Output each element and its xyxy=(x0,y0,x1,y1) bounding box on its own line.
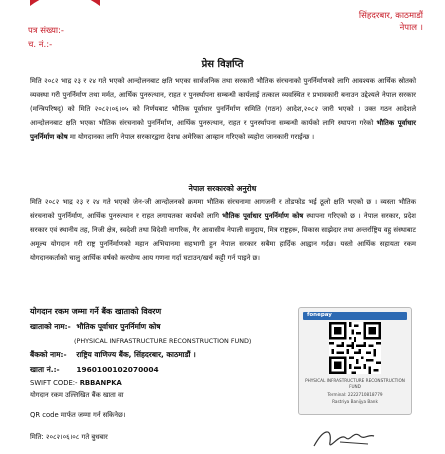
swift-row xyxy=(30,377,122,389)
qr-line-4: Rastriya Banijya Bank xyxy=(332,399,378,404)
subheading: नेपाल सरकारको अनुरोध xyxy=(188,184,257,193)
ref-no-label: पत्र संख्या:- xyxy=(28,26,65,36)
ch-no-label: च. नं.:- xyxy=(28,40,53,50)
account-name-row xyxy=(30,321,161,333)
bank-section-heading: योगदान रकम जम्मा गर्ने बैंक खाताको विवरण xyxy=(30,307,162,316)
bank-name-row xyxy=(30,349,196,361)
deposit-note-1: योगदान रकम उल्लिखित बैंक खाता वा xyxy=(30,391,124,399)
account-name-en: (PHYSICAL INFRASTRUCTURE RECONSTRUCTION FUND) xyxy=(74,337,252,345)
fonepay-banner xyxy=(303,312,407,320)
qr-line-1: PHYSICAL INFRASTRUCTURE RECONSTRUCTION xyxy=(305,378,405,383)
qr-code-icon[interactable] xyxy=(329,322,381,374)
paragraph-2-text-a: मिति २०८२ भाद्र २३ र २४ गते भएको जेन-जी आन्दोलनको क्रममा भौतिक संरचनामा आगजनी र तोडफोड भई ठूलो क्षति भएको छ । व्यस्ता भौतिक संरचनाको पुनर्निर्माण, आर्थिक पुनरुत्थान र राहत लगायतका कार्यको लागि xyxy=(30,198,416,220)
account-no-value: 1960100102070004 xyxy=(76,365,159,374)
fonepay-brand: fonepay xyxy=(307,312,332,318)
swift-value: RBBANPKA xyxy=(79,379,122,387)
deposit-note-2: QR code मार्फत जम्मा गर्न सकिनेछ। xyxy=(30,411,126,419)
country-label: नेपाल । xyxy=(399,23,423,33)
office-address: सिंहदरबार, काठमाडौं xyxy=(358,11,423,21)
government-emblem-icon xyxy=(30,0,100,6)
paragraph-1-text-a: मिति २०८२ भाद्र २३ र २४ गते भएको आन्दोलनबाट क्षति भएका सार्वजनिक तथा सरकारी भौतिक संरचनाको पुनर्निर्माणको लागि आवश्यक आर्थिक स्रोतको व्यवस्था गरी पुनर्निर्माण तथा मर्मत, आर्थिक पुनरुत्थान, राहत र पुनर्स्थापना सम्बन्धी कार्यलाई तत्काल व्यवस्थित र प्रभावकारी बनाउन उद्देश्यले नेपाल सरकार (मन्त्रिपरिषद्) को मिति २०८२।०६।०५ को निर्णयबाट भौतिक पूर्वाधार पुनर्निर्माण समिति (गठन) आदेश,२०८२ जारी भएको । उक्त गठन आदेशले आन्दोलनबाट क्षति भएका भौतिक संरचनाको पुनर्निर्माण, आर्थिक पुनरुत्थान, राहत र पुनर्स्थापना सम्बन्धी कार्यको लागि स्थापना गरेको xyxy=(30,77,416,127)
bank-name-label: बैंकको नाम:- xyxy=(30,350,67,359)
account-no-row xyxy=(30,364,159,376)
qr-line-2: FUND xyxy=(349,384,361,389)
paragraph-2-text-b: स्थापना गरिएको छ । नेपाल सरकार, प्रदेश सरकार एवं स्थानीय तह, निजी क्षेत्र, स्वदेशी तथा विदेशी नागरिक, गैर आवासीय नेपाली समुदाय, मित्र राष्ट्रहरू, विकास साझेदार तथा अन्तर्राष्ट्रिय वहु संस्थाबाट अमूल्य योगदान गरी राष्ट्र पुनर्निर्माणको महान अभियानमा सहभागी हुन नेपाल सरकार सबैमा हार्दिक आह्वान गर्दछ। यस्तो आर्थिक सहायता रकम योगदानकर्ताको चालु आर्थिक वर्षको करयोग्य आय गणना गर्दा घटाउन/खर्च कट्टी गर्न पाइने छ। xyxy=(30,211,416,262)
page-title: प्रेस विज्ञप्ति xyxy=(201,59,244,70)
paragraph-1-text-b: मा योगदानका लागि नेपाल सरकारद्वारा देशभ्र अमेरिका आव्हान गरिएको व्यहोरा जानकारी गराईन्छ । xyxy=(69,132,315,141)
paragraph-1-fund-name: भौतिक पूर्वाधार पुनर्निर्माण कोष xyxy=(30,118,416,141)
paragraph-1 xyxy=(30,75,416,145)
swift-label: SWIFT CODE:- xyxy=(30,379,78,387)
issue-date: मिति: २०८२।०६।०८ गते बुधबार xyxy=(30,433,108,441)
account-no-label: खाता नं.:- xyxy=(30,365,60,374)
account-name-label: खाताको नाम:- xyxy=(30,322,71,331)
account-name-np: भौतिक पूर्वाधार पुनर्निर्माण कोष xyxy=(76,322,161,331)
qr-line-3: Terminal: 2222710818779 xyxy=(327,392,383,397)
qr-payment-card[interactable] xyxy=(298,307,412,415)
paragraph-2-fund-name: भौतिक पूर्वाधार पुनर्निर्माण कोष xyxy=(222,211,304,220)
paragraph-2 xyxy=(30,196,416,266)
bank-name-value: राष्ट्रिय वाणिज्य बैंक, सिंहदरबार, काठमाडौं । xyxy=(76,350,196,359)
